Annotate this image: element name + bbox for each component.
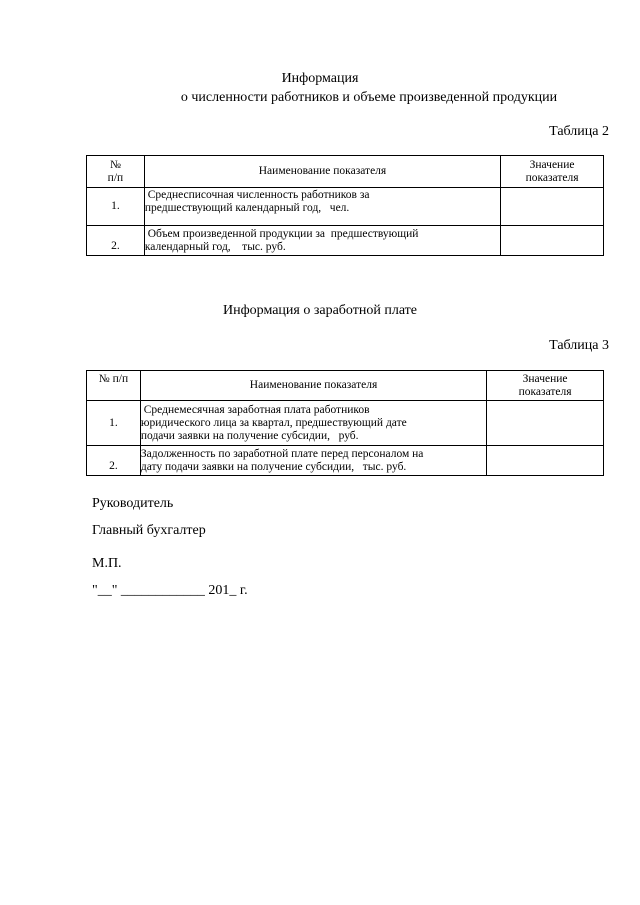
- row-name: Среднемесячная заработная плата работников юридического лица за квартал, предшествующий дате подачи заявки на получение субсидии, руб.: [140, 401, 486, 446]
- header-value: Значение показателя: [501, 156, 604, 188]
- table3-label: Таблица 3: [549, 338, 609, 353]
- table-3: [86, 370, 604, 476]
- row-num: 1.: [87, 188, 145, 226]
- info2-title: Информация о заработной плате: [222, 303, 418, 318]
- table-header-row: [87, 371, 604, 401]
- info1-title-line1: Информация: [281, 71, 359, 86]
- row-num: 2.: [87, 446, 141, 476]
- signature-head: Руководитель: [92, 496, 174, 511]
- stamp-mark: М.П.: [92, 556, 122, 571]
- row-name: Задолженность по заработной плате перед персоналом на дату подачи заявки на получение субсидии, тыс. руб.: [140, 446, 486, 476]
- header-name: Наименование показателя: [140, 371, 486, 401]
- table-2: [86, 155, 604, 256]
- row-value: [501, 226, 604, 256]
- row-num: 1.: [87, 401, 141, 446]
- header-value: Значение показателя: [487, 371, 604, 401]
- table-row: [87, 226, 604, 256]
- row-name: Среднесписочная численность работников за предшествующий календарный год, чел.: [144, 188, 500, 226]
- header-name: Наименование показателя: [144, 156, 500, 188]
- header-num: № п/п: [87, 156, 145, 188]
- table-row: [87, 188, 604, 226]
- row-value: [487, 401, 604, 446]
- signature-accountant: Главный бухгалтер: [92, 523, 206, 538]
- row-value: [487, 446, 604, 476]
- row-num: 2.: [87, 226, 145, 256]
- signature-date: "__" ____________ 201_ г.: [92, 583, 248, 598]
- table-header-row: [87, 156, 604, 188]
- table-row: [87, 401, 604, 446]
- info1-title-line2: о численности работников и объеме произведенной продукции: [180, 90, 558, 105]
- row-value: [501, 188, 604, 226]
- header-num: № п/п: [87, 371, 141, 401]
- table-row: [87, 446, 604, 476]
- table2-label: Таблица 2: [549, 124, 609, 139]
- row-name: Объем произведенной продукции за предшествующий календарный год, тыс. руб.: [144, 226, 500, 256]
